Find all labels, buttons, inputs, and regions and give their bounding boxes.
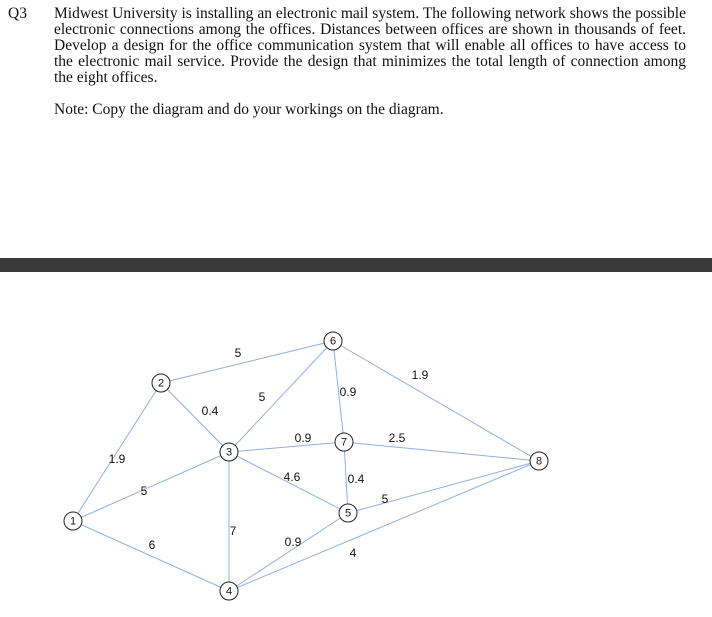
node-label-1: 1 [69, 515, 77, 528]
node-4 [220, 582, 238, 600]
edge-weight-6-7: 0.9 [339, 385, 357, 399]
edge-3-7 [229, 442, 344, 452]
edge-weight-7-8: 2.5 [388, 431, 406, 445]
node-label-2: 2 [157, 377, 165, 390]
node-5 [339, 504, 357, 522]
node-label-7: 7 [340, 436, 348, 449]
edge-weight-1-3: 5 [140, 484, 148, 498]
edge-weight-2-3: 0.4 [201, 404, 219, 418]
edge-4-8 [229, 461, 539, 591]
edge-weight-4-5: 0.9 [284, 535, 302, 549]
edge-2-3 [161, 383, 229, 452]
divider-bar [0, 258, 712, 272]
edge-2-6 [161, 341, 333, 383]
question-note: Note: Copy the diagram and do your workings on the diagram. [54, 101, 444, 118]
node-label-8: 8 [535, 455, 543, 468]
network-diagram [0, 272, 712, 617]
edge-weight-2-6: 5 [234, 346, 242, 360]
edge-weight-1-2: 1.9 [108, 452, 126, 466]
edge-weight-7-5: 0.4 [347, 472, 365, 486]
node-2 [152, 374, 170, 392]
edge-weight-3-7: 0.9 [294, 431, 312, 445]
node-1 [64, 512, 82, 530]
edge-weight-6-8: 1.9 [411, 368, 429, 382]
edge-weight-3-6: 5 [258, 390, 266, 404]
edge-weight-1-4: 6 [148, 538, 156, 552]
edge-5-8 [348, 461, 539, 513]
edge-weight-3-5: 4.6 [283, 470, 301, 484]
edge-3-6 [229, 341, 333, 452]
edge-1-3 [73, 452, 229, 521]
node-label-5: 5 [344, 507, 352, 520]
edge-6-8 [333, 341, 539, 461]
edge-4-5 [229, 513, 348, 591]
node-label-6: 6 [329, 335, 337, 348]
edge-7-8 [344, 442, 539, 461]
question-text: Midwest University is installing an electronic mail system. The following network shows the possible electronic connections among the offices. Distances between offices are shown in thousands of feet. Develop a design for the office communication system that will enable all offices to have access to the electronic mail service. Provide the design that minimizes the total length of connection among the eight offices. [54, 5, 686, 86]
node-label-3: 3 [225, 446, 233, 459]
node-8 [530, 452, 548, 470]
node-label-4: 4 [225, 585, 233, 598]
edge-weight-4-8: 4 [349, 546, 357, 560]
edge-weight-3-4: 7 [229, 524, 237, 538]
edge-1-4 [73, 521, 229, 591]
node-6 [324, 332, 342, 350]
node-7 [335, 433, 353, 451]
edge-weight-5-8: 5 [381, 492, 389, 506]
question-number: Q3 [8, 5, 27, 22]
node-3 [220, 443, 238, 461]
